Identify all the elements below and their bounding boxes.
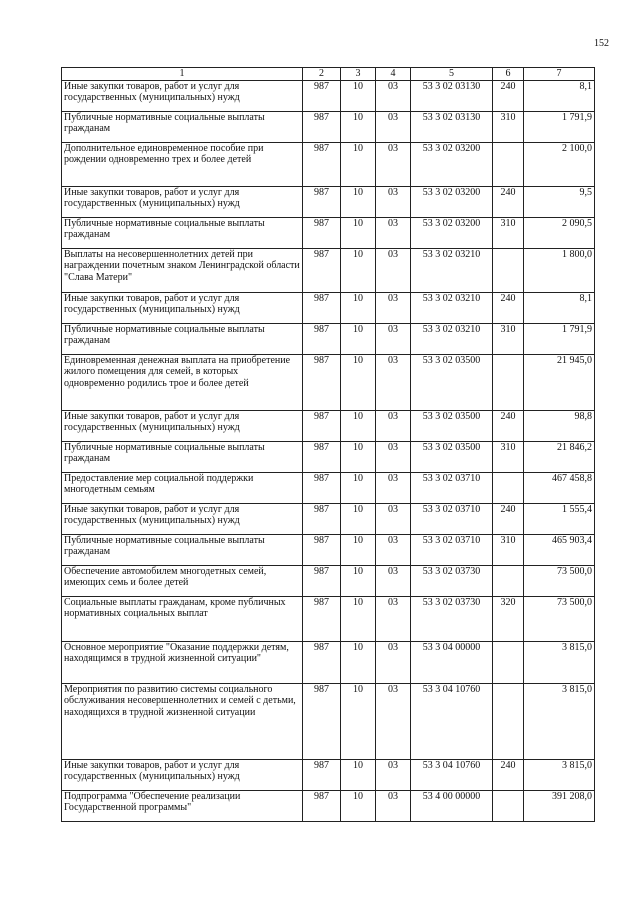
ministry-code: 987 — [303, 80, 341, 111]
section-code: 10 — [341, 186, 376, 217]
table-row — [62, 323, 595, 354]
table-row — [62, 354, 595, 410]
section-code: 10 — [341, 503, 376, 534]
amount: 1 800,0 — [524, 248, 595, 292]
table-row — [62, 248, 595, 292]
amount: 391 208,0 — [524, 790, 595, 821]
section-code: 10 — [341, 248, 376, 292]
target-article-code: 53 3 02 03710 — [411, 503, 493, 534]
table-row — [62, 683, 595, 759]
subsection-code: 03 — [376, 759, 411, 790]
item-name: Публичные нормативные социальные выплаты гражданам — [62, 323, 303, 354]
table-row — [62, 534, 595, 565]
table-header-row — [62, 68, 595, 81]
subsection-code: 03 — [376, 596, 411, 641]
item-name: Подпрограмма "Обеспечение реализации Государственной программы" — [62, 790, 303, 821]
column-header: 5 — [411, 68, 493, 81]
item-name: Публичные нормативные социальные выплаты гражданам — [62, 534, 303, 565]
expense-type-code — [493, 248, 524, 292]
ministry-code: 987 — [303, 441, 341, 472]
section-code: 10 — [341, 292, 376, 323]
section-code: 10 — [341, 323, 376, 354]
item-name: Социальные выплаты гражданам, кроме публичных нормативных социальных выплат — [62, 596, 303, 641]
ministry-code: 987 — [303, 248, 341, 292]
section-code: 10 — [341, 410, 376, 441]
amount: 73 500,0 — [524, 596, 595, 641]
amount: 2 090,5 — [524, 217, 595, 248]
target-article-code: 53 3 02 03210 — [411, 323, 493, 354]
subsection-code: 03 — [376, 410, 411, 441]
item-name: Публичные нормативные социальные выплаты гражданам — [62, 441, 303, 472]
expense-type-code: 240 — [493, 186, 524, 217]
subsection-code: 03 — [376, 80, 411, 111]
table-body — [62, 80, 595, 821]
ministry-code: 987 — [303, 503, 341, 534]
subsection-code: 03 — [376, 503, 411, 534]
section-code: 10 — [341, 80, 376, 111]
amount: 8,1 — [524, 80, 595, 111]
amount: 3 815,0 — [524, 759, 595, 790]
section-code: 10 — [341, 596, 376, 641]
target-article-code: 53 3 02 03210 — [411, 292, 493, 323]
expense-type-code: 310 — [493, 534, 524, 565]
target-article-code: 53 3 02 03730 — [411, 565, 493, 596]
item-name: Иные закупки товаров, работ и услуг для государственных (муниципальных) нужд — [62, 759, 303, 790]
amount: 21 846,2 — [524, 441, 595, 472]
item-name: Иные закупки товаров, работ и услуг для государственных (муниципальных) нужд — [62, 503, 303, 534]
target-article-code: 53 3 02 03200 — [411, 186, 493, 217]
expense-type-code: 240 — [493, 410, 524, 441]
table-row — [62, 790, 595, 821]
amount: 9,5 — [524, 186, 595, 217]
section-code: 10 — [341, 472, 376, 503]
column-header: 6 — [493, 68, 524, 81]
target-article-code: 53 3 02 03200 — [411, 217, 493, 248]
item-name: Единовременная денежная выплата на приобретение жилого помещения для семей, в которых одновременно родились трое и более детей — [62, 354, 303, 410]
target-article-code: 53 3 02 03200 — [411, 142, 493, 186]
subsection-code: 03 — [376, 790, 411, 821]
subsection-code: 03 — [376, 472, 411, 503]
expense-type-code: 320 — [493, 596, 524, 641]
table-row — [62, 292, 595, 323]
item-name: Публичные нормативные социальные выплаты гражданам — [62, 217, 303, 248]
subsection-code: 03 — [376, 323, 411, 354]
item-name: Основное мероприятие "Оказание поддержки детям, находящимся в трудной жизненной ситуации" — [62, 641, 303, 683]
subsection-code: 03 — [376, 354, 411, 410]
section-code: 10 — [341, 641, 376, 683]
expense-type-code: 310 — [493, 217, 524, 248]
amount: 2 100,0 — [524, 142, 595, 186]
target-article-code: 53 3 02 03710 — [411, 472, 493, 503]
target-article-code: 53 3 02 03730 — [411, 596, 493, 641]
ministry-code: 987 — [303, 534, 341, 565]
amount: 3 815,0 — [524, 641, 595, 683]
target-article-code: 53 3 02 03710 — [411, 534, 493, 565]
table-row — [62, 441, 595, 472]
amount: 98,8 — [524, 410, 595, 441]
section-code: 10 — [341, 759, 376, 790]
ministry-code: 987 — [303, 142, 341, 186]
expense-type-code: 240 — [493, 292, 524, 323]
expense-type-code — [493, 790, 524, 821]
ministry-code: 987 — [303, 790, 341, 821]
subsection-code: 03 — [376, 142, 411, 186]
section-code: 10 — [341, 565, 376, 596]
amount: 8,1 — [524, 292, 595, 323]
ministry-code: 987 — [303, 111, 341, 142]
item-name: Иные закупки товаров, работ и услуг для государственных (муниципальных) нужд — [62, 410, 303, 441]
section-code: 10 — [341, 111, 376, 142]
expense-type-code: 310 — [493, 111, 524, 142]
table-row — [62, 186, 595, 217]
item-name: Обеспечение автомобилем многодетных семей, имеющих семь и более детей — [62, 565, 303, 596]
budget-table — [61, 67, 595, 822]
ministry-code: 987 — [303, 323, 341, 354]
amount: 1 555,4 — [524, 503, 595, 534]
ministry-code: 987 — [303, 186, 341, 217]
ministry-code: 987 — [303, 759, 341, 790]
ministry-code: 987 — [303, 292, 341, 323]
subsection-code: 03 — [376, 248, 411, 292]
item-name: Выплаты на несовершеннолетних детей при награждении почетным знаком Ленинградской области "Слава Матери" — [62, 248, 303, 292]
ministry-code: 987 — [303, 217, 341, 248]
ministry-code: 987 — [303, 641, 341, 683]
column-header: 3 — [341, 68, 376, 81]
ministry-code: 987 — [303, 354, 341, 410]
column-header: 7 — [524, 68, 595, 81]
target-article-code: 53 3 02 03500 — [411, 441, 493, 472]
page-number: 152 — [594, 38, 609, 49]
expense-type-code — [493, 641, 524, 683]
target-article-code: 53 3 02 03210 — [411, 248, 493, 292]
item-name: Дополнительное единовременное пособие при рождении одновременно трех и более детей — [62, 142, 303, 186]
item-name: Иные закупки товаров, работ и услуг для государственных (муниципальных) нужд — [62, 292, 303, 323]
subsection-code: 03 — [376, 641, 411, 683]
subsection-code: 03 — [376, 186, 411, 217]
section-code: 10 — [341, 534, 376, 565]
section-code: 10 — [341, 354, 376, 410]
table-row — [62, 217, 595, 248]
section-code: 10 — [341, 217, 376, 248]
amount: 1 791,9 — [524, 323, 595, 354]
expense-type-code — [493, 472, 524, 503]
expense-type-code — [493, 683, 524, 759]
expense-type-code: 310 — [493, 323, 524, 354]
subsection-code: 03 — [376, 683, 411, 759]
amount: 1 791,9 — [524, 111, 595, 142]
target-article-code: 53 3 02 03130 — [411, 80, 493, 111]
expense-type-code: 240 — [493, 759, 524, 790]
subsection-code: 03 — [376, 217, 411, 248]
amount: 3 815,0 — [524, 683, 595, 759]
column-header: 1 — [62, 68, 303, 81]
item-name: Предоставление мер социальной поддержки многодетным семьям — [62, 472, 303, 503]
table-row — [62, 410, 595, 441]
ministry-code: 987 — [303, 565, 341, 596]
item-name: Иные закупки товаров, работ и услуг для государственных (муниципальных) нужд — [62, 80, 303, 111]
target-article-code: 53 3 04 00000 — [411, 641, 493, 683]
table-row — [62, 472, 595, 503]
amount: 73 500,0 — [524, 565, 595, 596]
section-code: 10 — [341, 142, 376, 186]
table-row — [62, 503, 595, 534]
section-code: 10 — [341, 790, 376, 821]
amount: 465 903,4 — [524, 534, 595, 565]
expense-type-code — [493, 354, 524, 410]
ministry-code: 987 — [303, 596, 341, 641]
target-article-code: 53 3 02 03130 — [411, 111, 493, 142]
expense-type-code: 240 — [493, 80, 524, 111]
subsection-code: 03 — [376, 111, 411, 142]
expense-type-code — [493, 565, 524, 596]
table-row — [62, 641, 595, 683]
expense-type-code: 240 — [493, 503, 524, 534]
table-row — [62, 80, 595, 111]
ministry-code: 987 — [303, 683, 341, 759]
subsection-code: 03 — [376, 292, 411, 323]
item-name: Мероприятия по развитию системы социального обслуживания несовершеннолетних и семей с детьми, находящихся в трудной жизненной ситуации — [62, 683, 303, 759]
expense-type-code: 310 — [493, 441, 524, 472]
table-row — [62, 142, 595, 186]
target-article-code: 53 4 00 00000 — [411, 790, 493, 821]
ministry-code: 987 — [303, 472, 341, 503]
table-row — [62, 565, 595, 596]
section-code: 10 — [341, 683, 376, 759]
ministry-code: 987 — [303, 410, 341, 441]
amount: 21 945,0 — [524, 354, 595, 410]
column-header: 4 — [376, 68, 411, 81]
target-article-code: 53 3 04 10760 — [411, 683, 493, 759]
target-article-code: 53 3 02 03500 — [411, 354, 493, 410]
subsection-code: 03 — [376, 441, 411, 472]
column-header: 2 — [303, 68, 341, 81]
table-row — [62, 596, 595, 641]
subsection-code: 03 — [376, 534, 411, 565]
amount: 467 458,8 — [524, 472, 595, 503]
item-name: Иные закупки товаров, работ и услуг для государственных (муниципальных) нужд — [62, 186, 303, 217]
target-article-code: 53 3 02 03500 — [411, 410, 493, 441]
expense-type-code — [493, 142, 524, 186]
subsection-code: 03 — [376, 565, 411, 596]
section-code: 10 — [341, 441, 376, 472]
target-article-code: 53 3 04 10760 — [411, 759, 493, 790]
item-name: Публичные нормативные социальные выплаты гражданам — [62, 111, 303, 142]
table-row — [62, 759, 595, 790]
table-row — [62, 111, 595, 142]
